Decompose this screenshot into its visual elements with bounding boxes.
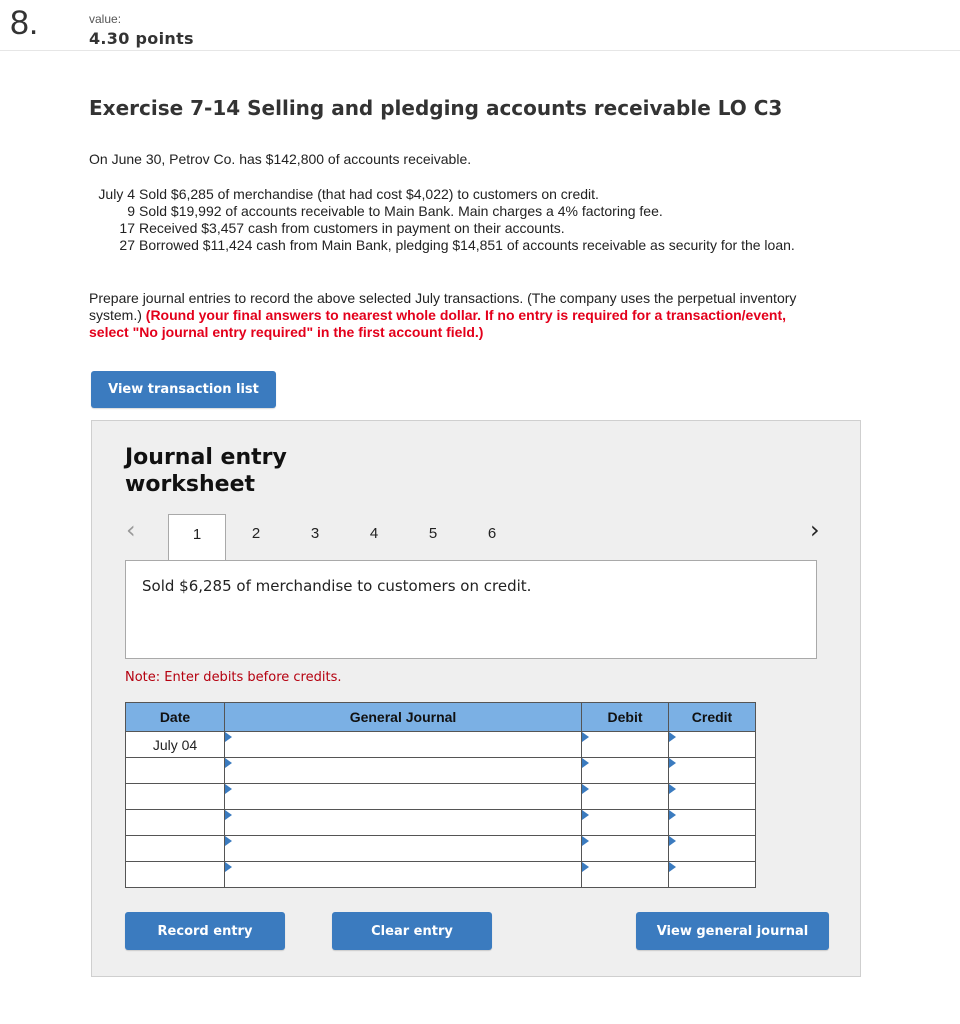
debit-input[interactable] <box>582 732 669 758</box>
dropdown-indicator-icon <box>582 862 589 872</box>
credit-input[interactable] <box>669 784 756 810</box>
general-journal-column-header: General Journal <box>225 703 582 732</box>
instructions <box>89 290 809 341</box>
table-row <box>126 862 756 888</box>
dropdown-indicator-icon <box>582 836 589 846</box>
next-arrow-icon[interactable]: › <box>810 516 820 544</box>
table-row <box>126 758 756 784</box>
dropdown-indicator-icon <box>582 758 589 768</box>
transaction-row <box>89 220 819 237</box>
dropdown-indicator-icon <box>582 732 589 742</box>
view-transaction-list-button[interactable]: View transaction list <box>91 371 276 408</box>
instructions-emphasis: (Round your final answers to nearest whole dollar. If no entry is required for a transaction/event, select "No journal entry required" in the first account field.) <box>89 307 787 340</box>
record-entry-button[interactable]: Record entry <box>125 912 285 950</box>
dropdown-indicator-icon <box>669 758 676 768</box>
account-select[interactable] <box>225 784 582 810</box>
credit-column-header: Credit <box>669 703 756 732</box>
transaction-description: Sold $6,285 of merchandise to customers on credit. <box>142 577 532 595</box>
dropdown-indicator-icon <box>225 836 232 846</box>
account-select[interactable] <box>225 810 582 836</box>
debit-input[interactable] <box>582 784 669 810</box>
account-select[interactable] <box>225 758 582 784</box>
points-value: 4.30 points <box>89 29 194 48</box>
date-cell: July 04 <box>126 732 225 758</box>
transaction-text: Borrowed $11,424 cash from Main Bank, pledging $14,851 of accounts receivable as security for the loan. <box>139 237 795 253</box>
dropdown-indicator-icon <box>225 732 232 742</box>
table-row <box>126 784 756 810</box>
table-row <box>126 836 756 862</box>
tab-5[interactable]: 5 <box>428 525 438 542</box>
worksheet-title-line1: Journal entry <box>125 445 287 470</box>
tab-2[interactable]: 2 <box>251 525 261 542</box>
table-row <box>126 732 756 758</box>
transaction-date: July 4 <box>98 186 135 202</box>
date-column-header: Date <box>126 703 225 732</box>
clear-entry-button[interactable]: Clear entry <box>332 912 492 950</box>
dropdown-indicator-icon <box>225 810 232 820</box>
account-select[interactable] <box>225 732 582 758</box>
journal-header-row <box>126 703 756 732</box>
credit-input[interactable] <box>669 862 756 888</box>
date-cell <box>126 784 225 810</box>
dropdown-indicator-icon <box>669 862 676 872</box>
dropdown-indicator-icon <box>582 784 589 794</box>
exercise-intro: On June 30, Petrov Co. has $142,800 of accounts receivable. <box>89 151 472 167</box>
previous-arrow-icon[interactable]: ‹ <box>126 516 136 544</box>
dropdown-indicator-icon <box>669 732 676 742</box>
worksheet-title <box>125 444 287 498</box>
transaction-row <box>89 203 819 220</box>
transaction-date: 17 <box>119 220 135 236</box>
transaction-date: 27 <box>119 237 135 253</box>
header-divider <box>0 50 960 51</box>
debit-input[interactable] <box>582 836 669 862</box>
dropdown-indicator-icon <box>225 784 232 794</box>
table-row <box>126 810 756 836</box>
tab-6[interactable]: 6 <box>487 525 497 542</box>
dropdown-indicator-icon <box>225 758 232 768</box>
debit-input[interactable] <box>582 758 669 784</box>
journal-entry-worksheet <box>91 420 861 977</box>
instructions-text: Prepare journal entries to record the above selected July transactions. (The company uses the perpetual inventory system.) <box>89 290 797 323</box>
value-label: value: <box>89 12 122 26</box>
question-number: 8. <box>10 4 39 42</box>
transaction-text: Sold $6,285 of merchandise (that had cost $4,022) to customers on credit. <box>139 186 599 202</box>
credit-input[interactable] <box>669 810 756 836</box>
view-general-journal-button[interactable]: View general journal <box>636 912 829 950</box>
account-select[interactable] <box>225 862 582 888</box>
dropdown-indicator-icon <box>669 836 676 846</box>
debit-input[interactable] <box>582 862 669 888</box>
date-cell <box>126 836 225 862</box>
transaction-list <box>89 186 819 254</box>
credit-input[interactable] <box>669 836 756 862</box>
debit-input[interactable] <box>582 810 669 836</box>
transaction-row <box>89 186 819 203</box>
transaction-date: 9 <box>127 203 135 219</box>
tab-4[interactable]: 4 <box>369 525 379 542</box>
credit-input[interactable] <box>669 732 756 758</box>
dropdown-indicator-icon <box>669 810 676 820</box>
worksheet-title-line2: worksheet <box>125 472 256 497</box>
credit-input[interactable] <box>669 758 756 784</box>
transaction-text: Received $3,457 cash from customers in payment on their accounts. <box>139 220 565 236</box>
dropdown-indicator-icon <box>669 784 676 794</box>
tab-3[interactable]: 3 <box>310 525 320 542</box>
date-cell <box>126 758 225 784</box>
date-cell <box>126 810 225 836</box>
entry-note: Note: Enter debits before credits. <box>125 670 342 685</box>
journal-table <box>125 702 756 888</box>
transaction-text: Sold $19,992 of accounts receivable to Main Bank. Main charges a 4% factoring fee. <box>139 203 663 219</box>
transaction-row <box>89 237 819 254</box>
exercise-title: Exercise 7-14 Selling and pledging accounts receivable LO C3 <box>89 96 783 120</box>
account-select[interactable] <box>225 836 582 862</box>
dropdown-indicator-icon <box>225 862 232 872</box>
tab-1[interactable]: 1 <box>168 514 226 561</box>
date-cell <box>126 862 225 888</box>
transaction-description-box <box>125 560 817 659</box>
debit-column-header: Debit <box>582 703 669 732</box>
dropdown-indicator-icon <box>582 810 589 820</box>
